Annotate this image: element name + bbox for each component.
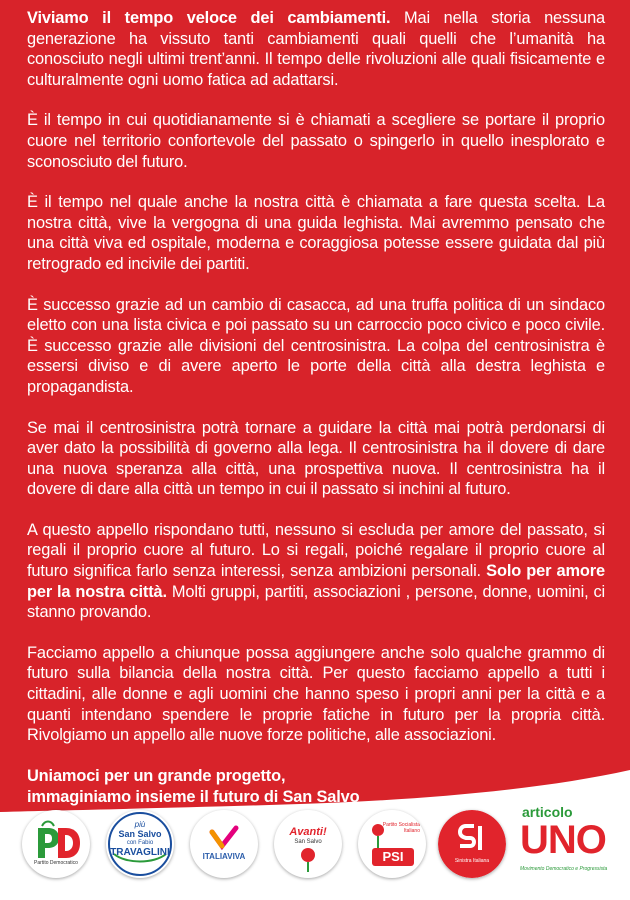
avanti-title: Avanti!	[289, 826, 327, 838]
paragraph-6-text: A questo appello rispondano tutti, nessuno si escluda per amore del passato, si regali il proprio cuore al futuro. Lo si regali, poiché regalare il proprio cuore al futuro significa farlo senza interessi, senza ambizioni personali.	[27, 520, 605, 581]
italiaviva-logo	[190, 810, 258, 878]
paragraph-6-bold: Solo per amore per la nostra città.	[27, 562, 605, 601]
psi-logo	[358, 810, 426, 878]
paragraph-1-text: Mai nella storia nessuna generazione ha vissuto tanti cambiamenti quali quelli che l’umanità ha conosciuto negli ultimi trent’anni. Il tempo delle rivoluzioni alle quali fisicamente e culturalmente ogni uomo fatica ad adattarsi.	[27, 9, 605, 89]
party-logos-row	[0, 800, 630, 890]
si-emblem-icon	[438, 810, 506, 878]
travaglini-name: TRAVAGLINI	[110, 847, 170, 858]
italiaviva-check-icon	[190, 810, 258, 878]
paragraph-2: È il tempo in cui quotidianamente si è chiamati a scegliere se portare il proprio cuore nel territorio confortevole del passato o spingerlo in quello inesplorato e sconosciuto del futuro.	[27, 111, 605, 171]
paragraph-6-text-after: Molti gruppi, partiti, associazioni , persone, donne, uomini, ci stanno provando.	[27, 582, 605, 622]
travaglini-town: San Salvo	[118, 829, 162, 839]
paragraph-1	[27, 8, 605, 90]
psi-top: Partito Socialista Italiano	[382, 822, 420, 834]
paragraph-7: Facciamo appello a chiunque possa aggiungere anche solo qualche grammo di futuro sulla bilancia della nostra città. Per questo facciamo appello a tutti i cittadini, alle donne e agli uomini che hanno speso i propri anni per la città e a quanti intendano spendere le proprie fatiche in futuro per la propria città. Rivolgiamo un appello alle nuove forze politiche, alle associazioni.	[27, 643, 605, 745]
letter-body	[27, 8, 605, 808]
paragraph-6	[27, 520, 605, 623]
travaglini-logo	[106, 810, 174, 878]
pd-subtitle: Partito Democratico	[34, 860, 78, 866]
si-subtitle: Sinistra Italiana	[454, 858, 490, 864]
paragraph-3: È il tempo nel quale anche la nostra città è chiamata a fare questa scelta. La nostra città, vive la vergogna di una guida leghista. Mai avremmo pensato che una città viva ed ospitale, moderna e coraggiosa potesse essere guidata dal più retrogrado ed incivile dei partiti.	[27, 193, 605, 273]
paragraph-5: Se mai il centrosinistra potrà tornare a guidare la città mai potrà perdonarsi di aver dato la possibilità di governo alla lega. Il centrosinistra ha il dovere di dare una nuova speranza alla città, una prospettiva nuova. Il centrosinistra ha il dovere di dare alla città un tempo in cui il passato si inchini al futuro.	[27, 418, 605, 499]
travaglini-con: con Fabio	[126, 840, 154, 846]
travaglini-top: più	[134, 820, 146, 829]
psi-name: PSI	[382, 849, 404, 864]
pd-emblem-icon	[22, 810, 90, 878]
paragraph-4: È successo grazie ad un cambio di casacca, ad una truffa politica di un sindaco eletto con una lista civica e poi passato su un carroccio poco civico e poco civile. È successo grazie alle divisioni del centrosinistra. La colpa del centrosinistra è essersi diviso e di avere aperto le porte della città alla destra leghista e propagandista.	[27, 295, 605, 396]
avanti-subtitle: San Salvo	[294, 839, 322, 845]
uno-top: articolo	[522, 804, 573, 820]
closing-line-2: immaginiamo insieme il futuro di San Salvo	[27, 787, 360, 806]
articolo-uno-logo	[518, 804, 626, 890]
pd-logo	[22, 810, 90, 878]
uno-subtitle: Movimento Democratico e Progressista	[520, 866, 608, 872]
psi-rose-icon	[358, 810, 426, 878]
paragraph-1-lead: Viviamo il tempo veloce dei cambiamenti.	[27, 9, 391, 27]
italiaviva-name: ITALIAVIVA	[202, 852, 246, 861]
closing-line-1: Uniamoci per un grande progetto,	[27, 766, 286, 785]
uno-name: UNO	[520, 818, 606, 862]
avanti-logo	[274, 810, 342, 878]
sinistra-italiana-logo	[438, 810, 506, 878]
